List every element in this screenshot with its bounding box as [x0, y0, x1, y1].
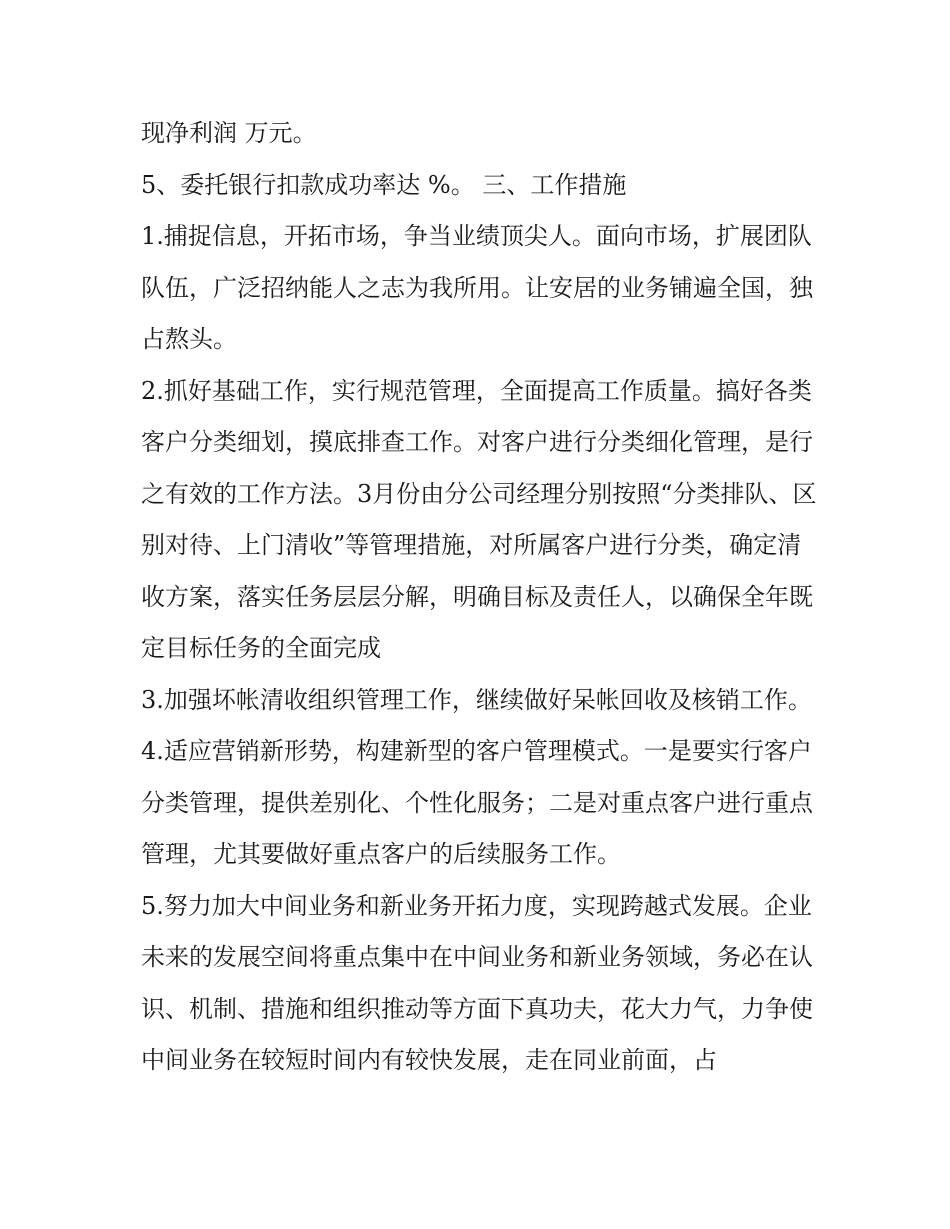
paragraph-measure-2: 2.抓好基础工作，实行规范管理，全面提高工作质量。搞好各类客户分类细划，摸底排查工作。对客户进行分类细化管理，是行之有效的工作方法。3月份由分公司经理分别按照“分类排队、区别对待、上门清收”等管理措施，对所属客户进行分类，确定清收方案，落实任务层层分解，明确目标及责任人，以确保全年既定目标任务的全面完成 — [141, 376, 817, 662]
paragraph-measure-1: 1.捕捉信息，开拓市场，争当业绩顶尖人。面向市场，扩展团队队伍，广泛招纳能人之志为我所用。让安居的业务铺遍全国，独占熬头。 — [141, 222, 813, 353]
document-body — [141, 108, 821, 1087]
paragraph-measure-5: 5.努力加大中间业务和新业务开拓力度，实现跨越式发展。企业未来的发展空间将重点集中在中间业务和新业务领域，务必在认识、机制、措施和组织推动等方面下真功夫，花大力气，力争使中间业务在较短时间内有较快发展，走在同业前面，占 — [141, 891, 813, 1074]
paragraph-measure-3: 3.加强坏帐清收组织管理工作，继续做好呆帐回收及核销工作。 — [141, 685, 812, 714]
paragraph-deduction-rate: 5、委托银行扣款成功率达 %。 三、工作措施 — [141, 170, 627, 199]
paragraph-net-profit: 现净利润 万元。 — [141, 119, 317, 147]
paragraph-measure-4: 4.适应营销新形势，构建新型的客户管理模式。一是要实行客户分类管理，提供差别化、个性化服务；二是对重点客户进行重点管理，尤其要做好重点客户的后续服务工作。 — [141, 737, 813, 868]
